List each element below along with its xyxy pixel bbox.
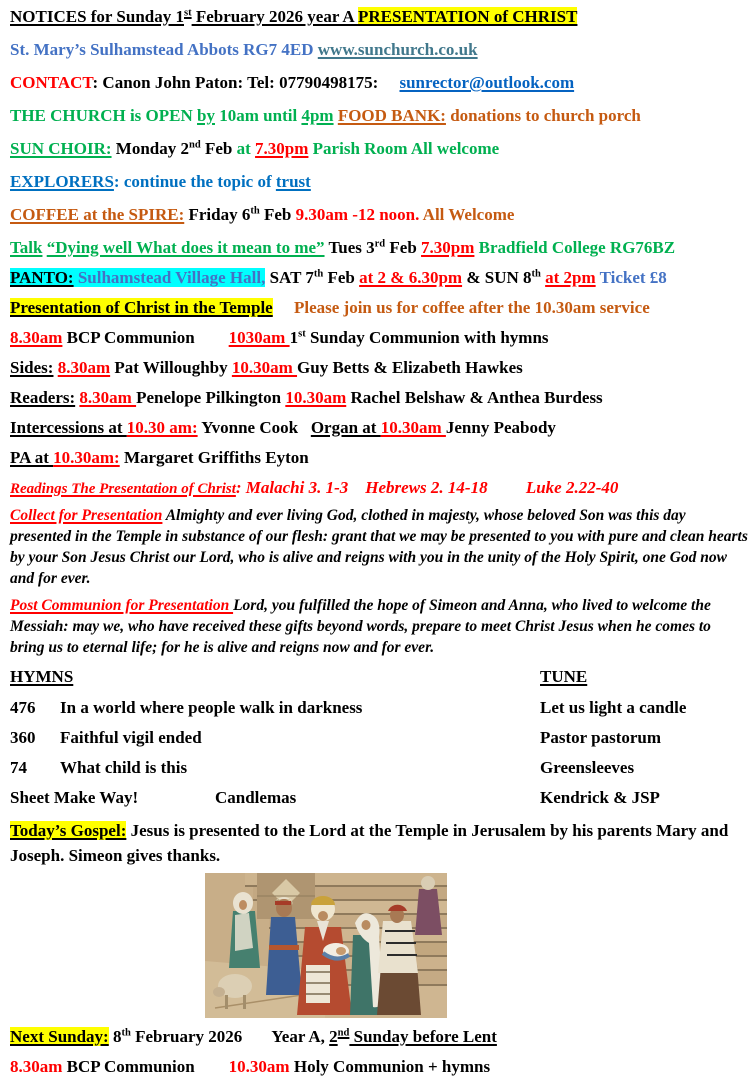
text-run: by	[197, 106, 215, 125]
hymn-title: Faithful vigil ended	[60, 728, 202, 747]
hymns-header	[10, 666, 748, 687]
readings-line	[10, 477, 748, 500]
presentation-painting-svg	[205, 873, 447, 1018]
text-run: Monday 2	[111, 139, 190, 158]
notices-title	[10, 6, 748, 27]
hymn-tune: Greensleeves	[540, 758, 635, 777]
text-run: 10.30am	[285, 388, 347, 407]
text-run: Readers:	[10, 388, 76, 407]
text-run: rd	[374, 238, 386, 250]
text-run: PANTO:	[10, 268, 74, 287]
text-run: Bradfield College RG76BZ	[474, 238, 676, 257]
hymn-title: In a world where people walk in darkness	[60, 698, 363, 717]
church-website-link[interactable]: www.sunchurch.co.uk	[317, 40, 478, 59]
text-run: 10am until	[215, 106, 302, 125]
text-run: Holy Communion + hymns	[289, 1057, 491, 1076]
hymn-row	[10, 757, 748, 778]
text-run: CONTACT	[10, 73, 93, 92]
text-run: BCP Communion	[62, 328, 229, 347]
todays-gospel-line	[10, 818, 748, 868]
text-run: PA at	[10, 448, 54, 467]
todays-gospel-section	[10, 818, 748, 868]
text-run: Feb	[323, 268, 360, 287]
hymn-row	[10, 697, 748, 718]
text-run: February 2026 Year A,	[130, 1027, 330, 1046]
text-run: BCP Communion	[62, 1057, 229, 1076]
collect-paragraph	[10, 505, 752, 589]
text-run: Sunday before Lent	[349, 1027, 497, 1046]
text-run: Almighty and ever living God, clothed in majesty, whose beloved Son was this day presented in the Temple in substance of our flesh: grant that we may be presented to you with pure and clean hearts by your Son Jesus Christ our Lord, who is alive and reigns with you in the unity of the Holy Spirit, one God now and for ever.	[10, 507, 752, 587]
text-run: th	[313, 268, 324, 280]
text-run: at	[236, 139, 256, 158]
text-run: Sulhamstead Village Hall,	[73, 268, 266, 287]
hymn-sheet-label: Sheet Make Way!	[10, 788, 139, 807]
text-run: 2	[329, 1027, 338, 1046]
text-run: Margaret Griffiths Eyton	[119, 448, 309, 467]
text-run: Today’s Gospel:	[10, 821, 127, 840]
church-address-line	[10, 39, 748, 60]
text-run: nd	[337, 1027, 350, 1039]
hymn-row	[10, 727, 748, 748]
text-run: Jenny Peabody	[445, 418, 556, 437]
text-run: th	[250, 205, 260, 217]
text-run: NOTICES for Sunday 1	[10, 7, 184, 26]
hymn-row-sheet	[10, 787, 748, 808]
text-run: Post Communion for Presentation	[10, 597, 234, 614]
hymn-tune: Pastor pastorum	[540, 728, 662, 747]
text-run: th	[121, 1027, 131, 1039]
text-run: 10.30am:	[53, 448, 120, 467]
text-run: 8.30am	[79, 388, 137, 407]
sides-line	[10, 357, 748, 378]
text-run: SUN CHOIR:	[10, 139, 112, 158]
text-run: COFFEE at the SPIRE:	[10, 205, 185, 224]
text-run: Tues 3	[324, 238, 375, 257]
panto-line	[10, 267, 748, 288]
next-sunday-services-line	[10, 1056, 748, 1077]
intercessions-line	[10, 417, 748, 438]
text-run: nd	[189, 139, 201, 151]
text-run: EXPLORERS	[10, 172, 114, 191]
hymn-number: 476	[10, 698, 36, 717]
text-run: 8.30am	[57, 358, 111, 377]
text-run: Presentation of Christ in the Temple	[10, 298, 273, 317]
text-run: 10.30am	[228, 1057, 290, 1076]
text-run: Lord, you fulfilled the hope of Simeon and Anna, who lived to welcome the Messiah: may we, who have received these gifts beyond words, prepare to meet Christ Jesus when he comes to bring us to eternal life; for he is alive and reigns now and for ever.	[10, 597, 715, 656]
text-run: Malachi 3. 1-3 Hebrews 2. 14-18 Luke 2.22-40	[245, 478, 619, 497]
text-run: 10.30 am:	[126, 418, 198, 437]
text-run: Rachel Belshaw & Anthea Burdess	[346, 388, 603, 407]
text-run: All Welcome	[419, 205, 515, 224]
church-open-line	[10, 105, 748, 126]
notices-body-top	[10, 6, 752, 658]
hymn-sheet-name: Candlemas	[215, 788, 297, 807]
text-run: Guy Betts & Elizabeth Hawkes	[297, 358, 523, 377]
notices-body-bottom	[10, 1026, 748, 1077]
text-run: 7.30pm	[255, 139, 309, 158]
text-run: : Canon John Paton: Tel: 07790498175:	[92, 73, 400, 92]
services-line	[10, 327, 748, 348]
text-run: Readings The Presentation of Christ	[10, 481, 236, 497]
text-run: Jesus is presented to the Lord at the Temple in Jerusalem by his parents Mary and Joseph. Simeon gives thanks.	[10, 821, 733, 865]
text-run: THE CHURCH is OPEN	[10, 106, 198, 125]
text-run: “Dying well What does it mean to me”	[46, 238, 325, 257]
text-run: : continue the topic of	[113, 172, 276, 191]
text-run: Sides:	[10, 358, 54, 377]
text-run: PRESENTATION of CHRIST	[357, 7, 578, 26]
text-run: 9.30am -12 noon.	[295, 205, 420, 224]
text-run: Feb	[259, 205, 296, 224]
text-run: Penelope Pilkington	[136, 388, 286, 407]
tune-column-header: TUNE	[540, 667, 588, 686]
text-run: Parish Room All welcome	[308, 139, 500, 158]
contact-line	[10, 72, 748, 93]
text-run: 8.30am	[10, 1057, 63, 1076]
text-run: Talk	[10, 238, 43, 257]
text-run: Next Sunday:	[10, 1027, 109, 1046]
text-run: Friday 6	[184, 205, 251, 224]
hymn-number: 360	[10, 728, 36, 747]
text-run: Ticket £8	[595, 268, 667, 287]
text-run: trust	[275, 172, 311, 191]
coffee-spire-line	[10, 204, 748, 225]
text-run: 4pm	[301, 106, 334, 125]
text-run: St. Mary’s Sulhamstead Abbots RG7 4ED	[10, 40, 318, 59]
text-run: FOOD BANK:	[337, 106, 446, 125]
text-run: 10.30am	[380, 418, 446, 437]
text-run: Yvonne Cook	[197, 418, 311, 437]
hymn-tune: Let us light a candle	[540, 698, 687, 717]
text-run: 7.30pm	[421, 238, 475, 257]
text-run: Collect for Presentation	[10, 507, 163, 524]
hymn-tune: Kendrick & JSP	[540, 788, 660, 807]
text-run: st	[184, 7, 192, 19]
text-run: Feb	[200, 139, 237, 158]
hymn-number: 74	[10, 758, 27, 777]
next-sunday-line	[10, 1026, 748, 1047]
presentation-line	[10, 297, 748, 318]
text-run: & SUN 8	[462, 268, 532, 287]
text-run: 1	[289, 328, 299, 347]
presentation-painting-image	[205, 873, 447, 1018]
text-run: Sunday Communion with hymns	[305, 328, 549, 347]
text-run: Please join us for coffee after the 10.30am service	[293, 298, 650, 317]
rector-email-link[interactable]: sunrector@outlook.com	[399, 73, 575, 92]
text-run: st	[298, 328, 306, 340]
notices-document	[10, 6, 752, 1077]
text-run: at 2 & 6.30pm	[359, 268, 463, 287]
text-run: th	[531, 268, 541, 280]
explorers-line	[10, 171, 748, 192]
sun-choir-line	[10, 138, 748, 159]
text-run: SAT 7	[265, 268, 314, 287]
hymn-title: What child is this	[60, 758, 188, 777]
text-run: February 2026 year A	[191, 7, 358, 26]
pa-line	[10, 447, 748, 468]
text-run: Feb	[385, 238, 422, 257]
text-run: Organ at	[310, 418, 381, 437]
text-run: 8.30am	[10, 328, 63, 347]
text-run: at 2pm	[545, 268, 596, 287]
text-run: 1030am	[228, 328, 290, 347]
hymns-column-header: HYMNS	[10, 667, 74, 686]
text-run: 8	[108, 1027, 122, 1046]
talk-line	[10, 237, 748, 258]
readers-line	[10, 387, 748, 408]
text-run	[273, 298, 294, 317]
text-run: Pat Willoughby	[110, 358, 232, 377]
text-run: 10.30am	[231, 358, 298, 377]
text-run: :	[235, 478, 246, 497]
text-run: donations to church porch	[445, 106, 641, 125]
post-communion-paragraph	[10, 595, 748, 658]
text-run: Intercessions at	[10, 418, 127, 437]
